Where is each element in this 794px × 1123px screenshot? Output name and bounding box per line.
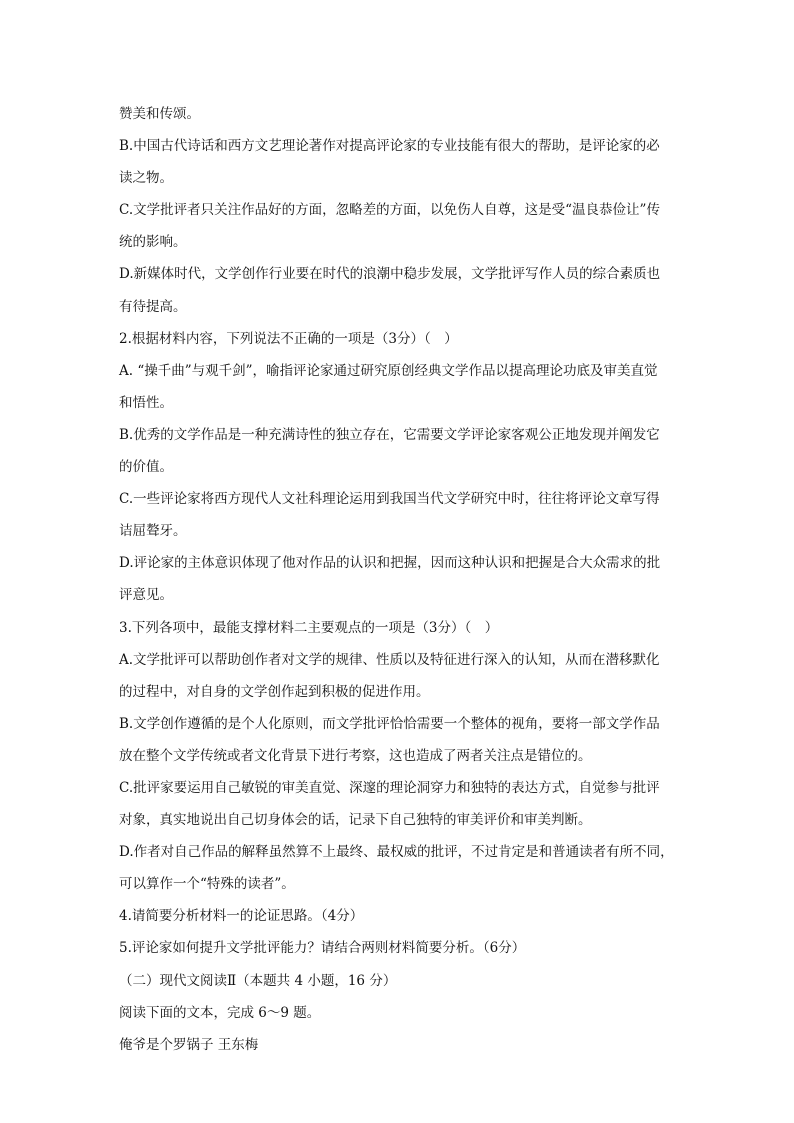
q2-option-c-line-1: C.一些评论家将西方现代人文社科理论运用到我国当代文学研究中时，往往将评论文章写得 [119,491,660,508]
q2-option-a-line-2: 和悟性。 [119,394,173,411]
option-b-line-1: B.中国古代诗话和西方文艺理论著作对提高评论家的专业技能有很大的帮助，是评论家的必 [119,138,660,155]
question-2: 2.根据材料内容，下列说法不正确的一项是（3分）（ ） [119,330,458,347]
q3-option-b-line-1: B.文学创作遵循的是个人化原则，而文学批评恰恰需要一个整体的视角，要将一部文学作品 [119,715,660,732]
q3-option-a-line-2: 的过程中，对自身的文学创作起到积极的促进作用。 [119,683,430,700]
section-heading: （二）现代文阅读Ⅱ（本题共 4 小题，16 分） [119,972,397,989]
q3-option-b-line-2: 放在整个文学传统或者文化背景下进行考察，这也造成了两者关注点是错位的。 [119,747,592,764]
q3-option-c-line-2: 对象，真实地说出自己切身体会的话，记录下自己独特的审美评价和审美判断。 [119,812,592,829]
q3-option-d-line-2: 可以算作一个“特殊的读者”。 [119,876,295,893]
text-line: 赞美和传颂。 [119,106,200,122]
question-3: 3.下列各项中，最能支撑材料二主要观点的一项是（3分）（ ） [119,619,499,636]
document-body [119,98,681,1061]
q2-option-b-line-1: B.优秀的文学作品是一种充满诗性的独立存在，它需要文学评论家客观公正地发现并阐发它 [119,426,660,443]
option-c-line-1: C.文学批评者只关注作品好的方面，忽略差的方面，以免伤人自尊，这是受“温良恭俭让”传 [119,202,660,219]
q2-option-c-line-2: 诘屈聱牙。 [119,523,187,540]
q3-option-a-line-1: A.文学批评可以帮助创作者对文学的规律、性质以及特征进行深入的认知，从而在潜移默化 [119,651,660,668]
option-d-line-1: D.新媒体时代，文学创作行业要在时代的浪潮中稳步发展，文学批评写作人员的综合素质也 [119,266,661,283]
text-title: 俺爷是个罗锅子 王东梅 [119,1036,259,1053]
q3-option-d-line-1: D.作者对自己作品的解释虽然算不上最终、最权威的批评，不过肯定是和普通读者有所不同， [119,844,674,861]
q2-option-d-line-1: D.评论家的主体意识体现了他对作品的认识和把握，因而这种认识和把握是合大众需求的批 [119,555,661,572]
q2-option-b-line-2: 的价值。 [119,459,173,476]
q3-option-c-line-1: C.批评家要运用自己敏锐的审美直觉、深邃的理论洞穿力和独特的表达方式，自觉参与批评 [119,779,660,796]
reading-instruction: 阅读下面的文本，完成 6～9 题。 [119,1004,321,1021]
option-d-line-2: 有待提高。 [119,298,187,315]
q2-option-a-line-1: A. “操千曲”与观千剑”，喻指评论家通过研究原创经典文学作品以提高理论功底及审美直觉 [119,362,658,379]
option-b-line-2: 读之物。 [119,170,173,187]
option-c-line-2: 统的影响。 [119,234,187,251]
question-4: 4.请简要分析材料一的论证思路。（4分） [119,908,364,925]
question-5: 5.评论家如何提升文学批评能力？请结合两则材料简要分析。（6分） [119,940,526,957]
q2-option-d-line-2: 评意见。 [119,587,173,604]
